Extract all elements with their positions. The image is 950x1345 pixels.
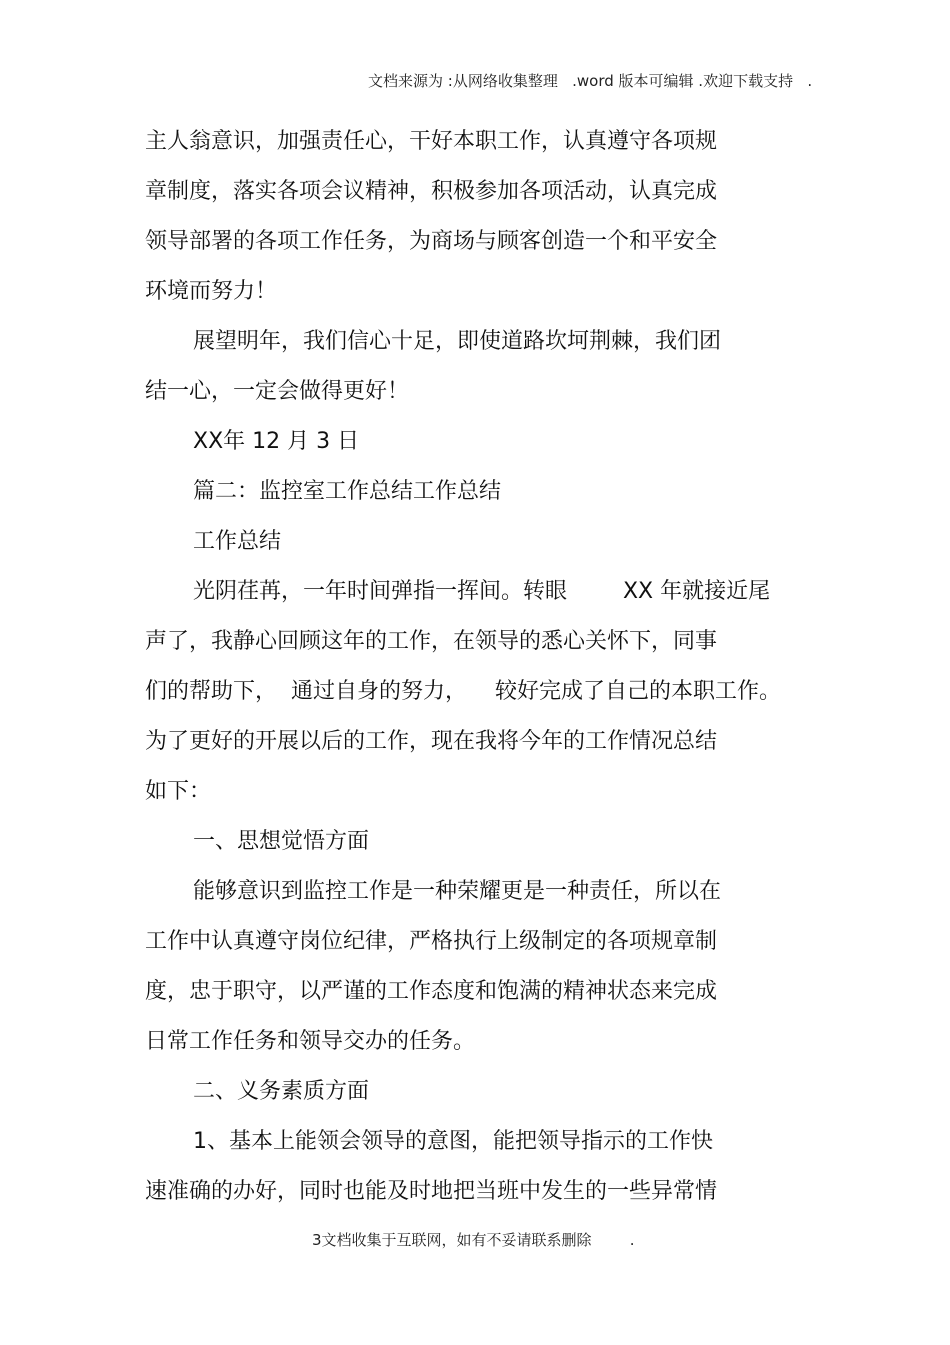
paragraph-line: 章制度，落实各项会议精神，积极参加各项活动，认真完成	[145, 179, 718, 204]
section-subtitle: 工作总结	[193, 529, 282, 554]
paragraph-line: 如下：	[145, 779, 212, 804]
paragraph-line: 主人翁意识，加强责任心，干好本职工作，认真遵守各项规	[145, 129, 718, 154]
paragraph-line: 速准确的办好，同时也能及时地把当班中发生的一些异常情	[145, 1179, 718, 1204]
header-note: 文档来源为 :从网络收集整理 .word 版本可编辑 .欢迎下载支持 .	[368, 72, 813, 90]
section-title: 篇二：监控室工作总结工作总结	[193, 479, 502, 504]
heading-line: 一、思想觉悟方面	[193, 829, 370, 854]
paragraph-line: 日常工作任务和领导交办的任务。	[145, 1029, 476, 1054]
paragraph-line: 结一心，一定会做得更好！	[145, 379, 410, 404]
paragraph-line: 1、基本上能领会领导的意图，能把领导指示的工作快	[193, 1129, 713, 1154]
footer-note: 3文档收集于互联网，如有不妥请联系删除 .	[312, 1231, 635, 1249]
paragraph-line: 们的帮助下， 通过自身的努力， 较好完成了自己的本职工作。	[145, 679, 781, 704]
paragraph-line: 展望明年，我们信心十足，即使道路坎坷荆棘，我们团	[193, 329, 722, 354]
heading-line: 二、义务素质方面	[193, 1079, 370, 1104]
paragraph-line: 工作中认真遵守岗位纪律，严格执行上级制定的各项规章制	[145, 929, 718, 954]
paragraph-line: 光阴荏苒，一年时间弹指一挥间。转眼 XX 年就接近尾	[193, 579, 771, 604]
paragraph-line: 领导部署的各项工作任务，为商场与顾客创造一个和平安全	[145, 229, 718, 254]
paragraph-line: 能够意识到监控工作是一种荣耀更是一种责任，所以在	[193, 879, 722, 904]
paragraph-line: 声了，我静心回顾这年的工作，在领导的悉心关怀下，同事	[145, 629, 718, 654]
date-line: XX年 12 月 3 日	[193, 429, 360, 454]
paragraph-line: 为了更好的开展以后的工作，现在我将今年的工作情况总结	[145, 729, 718, 754]
paragraph-line: 环境而努力！	[145, 279, 278, 304]
paragraph-line: 度，忠于职守，以严谨的工作态度和饱满的精神状态来完成	[145, 979, 718, 1004]
